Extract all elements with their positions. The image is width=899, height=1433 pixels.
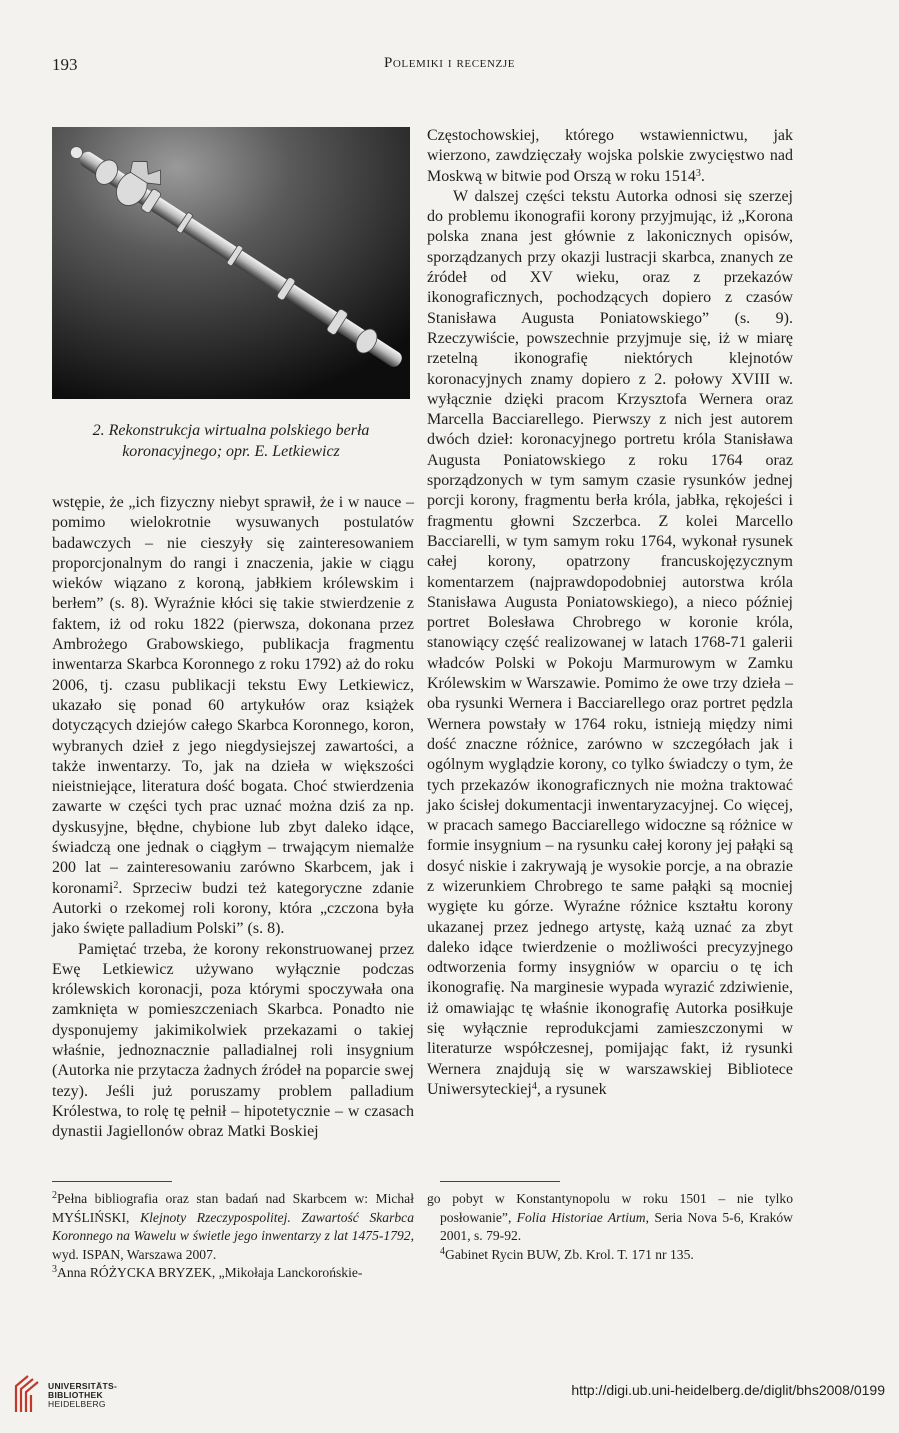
footnote-ref-4: 4	[531, 1080, 537, 1092]
right-paragraph-2	[427, 187, 793, 1100]
footnotes-left	[52, 1190, 414, 1283]
library-logo-text	[48, 1382, 132, 1409]
page-number: 193	[52, 55, 78, 74]
footnote-2-text-a: Pełna bibliografia oraz stan badań nad Skarbcem w: Michał MYŚLIŃSKI,	[52, 1191, 414, 1225]
caption-line-1: 2. Rekonstrukcja wirtualna polskiego berła	[92, 422, 370, 439]
footnote-rule-left	[52, 1181, 172, 1182]
logo-line-3: HEIDELBERG	[48, 1399, 106, 1409]
right-column	[427, 126, 793, 1100]
footnote-2-number: 2	[52, 1190, 57, 1201]
figure-scepter	[52, 127, 410, 399]
footnote-4-number: 4	[440, 1245, 445, 1257]
footnote-2-text-b: , wyd. ISPAN, Warszawa 2007.	[52, 1228, 414, 1262]
source-url-link[interactable]: http://digi.ub.uni-heidelberg.de/diglit/bhs2008/0199	[571, 1382, 885, 1398]
logo-line-1: UNIVERSITÄTS-	[48, 1381, 118, 1391]
footnote-4	[440, 1246, 793, 1265]
left-column	[52, 493, 414, 1143]
right-paragraph-1-text: Częstochowskiej, którego wstawiennictwu, jak wierzono, zawdzięczały wojska polskie zwycięstwo nad Moskwą w bitwie pod Orszą w roku 1514	[427, 127, 793, 185]
left-paragraph-1-text: wstępie, że „ich fizyczny niebyt sprawił, że i w nauce – pomimo wielokrotnie wysuwanych postulatów badawczych – nie cieszyły się zainteresowaniem proporcjonalnym do rangi i znaczenia, jakie w ciągu wieków wiązano z koroną, jabłkiem królewskim i berłem” (s. 8). Wyraźnie kłóci się takie stwierdzenie z faktem, iż od roku 1822 (pierwsza, dokonana przez Ambrożego Grabowskiego, publikacja fragmentu inwentarza Skarbca Koronnego z roku 1792) aż do roku 2006, tj. czasu publikacji tekstu Ewy Letkiewicz, ukazało się ponad 60 artykułów oraz książek dotyczących dziejów całego Skarbca Koronnego, koron, wybranych dzieł z jego niegdysiejszej zawartości, a także inwentarzy. To, jak na dzieła w większości nieistniejące, literatura dość bogata. Choć stwierdzenia zawarte w części tych prac uznać można dziś za np. dyskusyjne, błędne, chybione lub zbyt daleko idące, świadczą one jednak o ciągłym – trwającym niemalże 200 lat – zainteresowaniu zarówno Skarbcem, jak i koronami	[52, 494, 414, 897]
right-paragraph-1-tail: .	[700, 167, 705, 185]
footnotes-right	[427, 1190, 793, 1264]
footnote-4-text: Gabinet Rycin BUW, Zb. Krol. T. 171 nr 135.	[445, 1246, 694, 1262]
footnote-2-title: Klejnoty Rzeczypospolitej. Zawartość Skarbca Koronnego na Wawelu w świetle jego inwentarzy z lat 1475-1792	[52, 1209, 414, 1244]
caption-line-2: koronacyjnego; opr. E. Letkiewicz	[122, 443, 340, 460]
scepter-image	[52, 127, 410, 399]
footnote-3-cont-b: , Seria Nova 5-6, Kraków 2001, s. 79-92.	[440, 1209, 793, 1244]
footnote-ref-3: 3	[695, 167, 701, 179]
running-head: Polemiki i recenzje	[383, 55, 516, 71]
footnote-ref-2: 2	[113, 879, 119, 891]
footnote-3-cont-a: go pobyt w Konstantynopolu w roku 1501 – nie tylko posłowanie”,	[427, 1191, 793, 1225]
left-paragraph-1-tail: . Sprzeciw budzi też kategoryczne zdanie Autorki o rzekomej roli korony, która „czczona była jako święte palladium Polski” (s. 8).	[52, 879, 414, 938]
logo-line-2: BIBLIOTHEK	[48, 1390, 103, 1400]
footnote-3-cont-title: Folia Historiae Artium	[516, 1209, 646, 1225]
library-logo[interactable]	[12, 1372, 132, 1420]
figure-caption	[52, 420, 410, 462]
footnote-3-text: Anna RÓŻYCKA BRYZEK, „Mikołaja Lanckorońskie-	[57, 1265, 363, 1281]
right-paragraph-2-tail: , a rysunek	[536, 1080, 607, 1098]
left-paragraph-1	[52, 493, 414, 940]
left-paragraph-2: Pamiętać trzeba, że korony rekonstruowanej przez Ewę Letkiewicz używano wyłącznie podczas królewskich koronacji, poza którymi spoczywała ona zamknięta w pomieszczeniach Skarbca. Ponadto nie dysponujemy jakimikolwiek przekazami o takiej właśnie, jednoznacznie palladialnej roli insygnium (Autorka nie przytacza żadnych źródeł na poparcie swej tezy). Jeśli już poruszamy problem palladium Królestwa, to rolę tę pełnił – hipotetycznie – w czasach dynastii Jagiellonów obraz Matki Boskiej	[52, 940, 414, 1141]
footnote-3-continued	[427, 1190, 793, 1246]
footnote-3	[52, 1264, 414, 1283]
footnote-rule-right	[440, 1181, 560, 1182]
footnote-2	[52, 1190, 414, 1264]
right-paragraph-1	[427, 126, 793, 187]
library-logo-icon	[12, 1372, 42, 1416]
right-paragraph-2-text: W dalszej części tekstu Autorka odnosi się szerzej do problemu ikonografii korony przyjmując, iż „Korona polska znana jest głównie z lakonicznych opisów, sporządzanych przy okazji lustracji skarbca, znanych ze źródeł od XV wieku, oraz z przekazów ikonograficznych, pochodzących dopiero z czasów Stanisława Augusta Poniatowskiego” (s. 9). Rzeczywiście, powszechnie przyjmuje się, iż w miarę rzetelną ikonografię niektórych klejnotów koronacyjnych znamy dopiero z 2. połowy XVIII w. wyłącznie dzięki pracom Krzysztofa Wernera oraz Marcella Bacciarellego. Pierwszy z nich jest autorem dwóch dzieł: koronacyjnego portretu króla Stanisława Augusta Poniatowskiego z roku 1764 oraz sporządzonych w tym samym czasie rysunków jednej porcji korony, fragmentu berła króla, jabłka, rękojeści i fragmentu głowni Szczerbca. Z kolei Marcello Bacciarelli, w tym samym roku 1764, wykonał rysunek całej korony, opatrzony francuskojęzycznym komentarzem (najprawdopodobniej autorstwa króla Stanisława Augusta Poniatowskiego), a nieco później portret Bolesława Chrobrego w koronie króla, stanowiący część realizowanej w latach 1768-71 galerii władców Polski w Pokoju Marmurowym w Zamku Królewskim w Warszawie. Pomimo że owe trzy dzieła – oba rysunki Wernera i Bacciarellego oraz portret pędzla Wernera powstały w 1764 roku, istnieją między nimi dość znaczne różnice, zarówno w szczegółach jak i ogólnym wyglądzie korony, co tylko świadczy o tym, że tych przekazów ikonograficznych nie można traktować jako ścisłej dokumentacji inwentaryzacyjnej. Co więcej, w pracach samego Bacciarellego widoczne są różnice w formie insygnium – na rysunku całej korony jej pałąki są dosyć niskie i zakrywają je wysokie porcje, a na obrazie z wizerunkiem Chrobrego te same pałąki są mocniej wygięte ku górze. Wyraźne różnice kształtu korony ukazanej przez jednego artystę, każą uznać za zbyt daleko idące twierdzenie o możliwości precyzyjnego odtworzenia formy insygniów w oparciu o tę ich ikonografię. Na marginesie wypada wyrazić zdziwienie, iż omawiając tę właśnie ikonografię Autorka posiłkuje się wyłącznie reprodukcjami zamieszczonymi w literaturze współczesnej, pomijając fakt, iż rysunki Wernera znajdują się w warszawskiej Bibliotece Uniwersyteckiej	[427, 187, 793, 1098]
footnote-3-number: 3	[52, 1264, 57, 1276]
